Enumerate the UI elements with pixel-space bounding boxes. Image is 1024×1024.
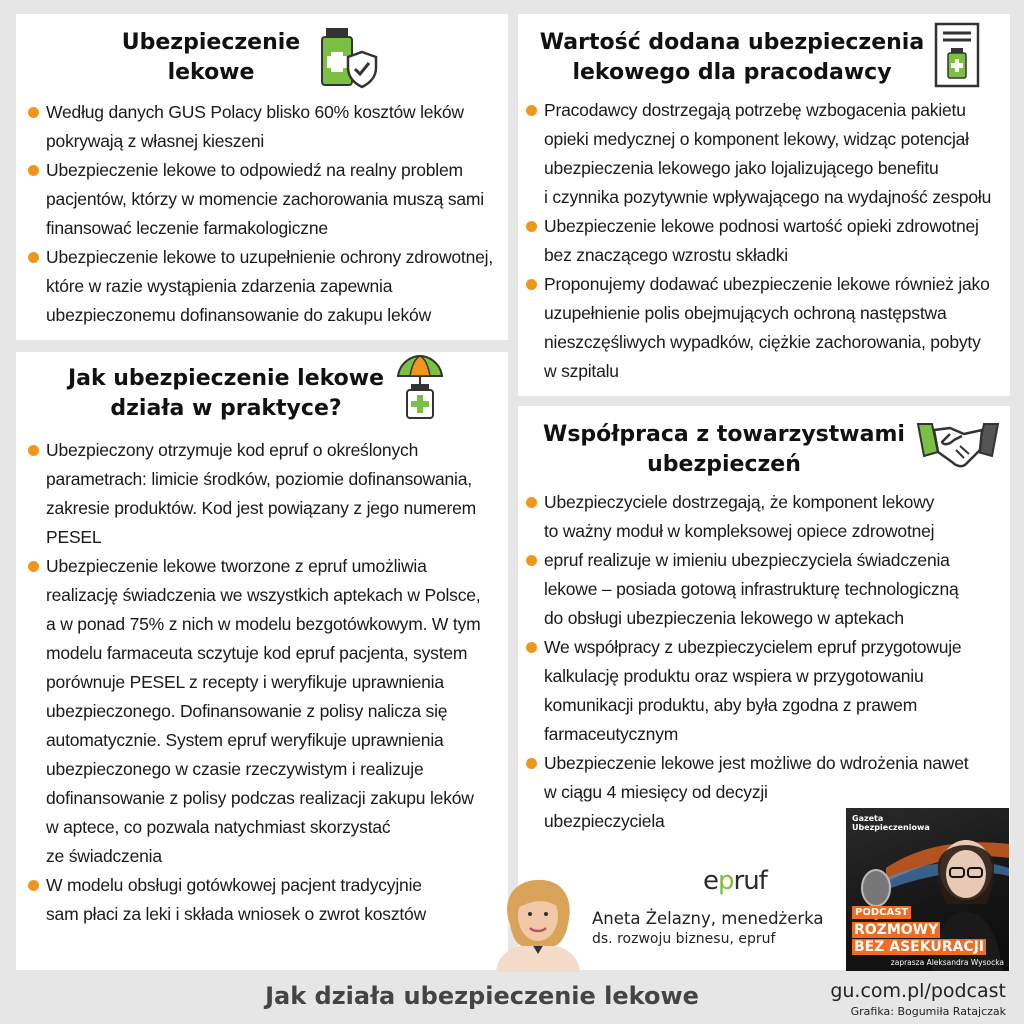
text-line: dofinansowanie z polisy podczas realizacji zakupu leków [46, 788, 474, 808]
panel-title [534, 420, 914, 480]
text-line: We współpracy z ubezpieczycielem epruf przygotowuje [544, 637, 962, 657]
text-line: pacjentów, którzy w momencie zachorowania muszą sami [46, 189, 484, 209]
person-name [592, 908, 824, 930]
text-line: w szpitalu [544, 361, 619, 381]
text-line: ubezpieczenia lekowego jako lojalizującego benefitu [544, 158, 939, 178]
document-medicine-icon [934, 22, 980, 88]
list-item [524, 270, 1008, 386]
text-line: ubezpieczonemu dofinansowanie do zakupu leków [46, 305, 432, 325]
title-line: działa w praktyce? [110, 396, 342, 421]
list-item [524, 546, 1008, 633]
text-line: Według danych GUS Polacy blisko 60% kosztów leków [46, 102, 464, 122]
text-line: Proponujemy dodawać ubezpieczenie lekowe również jako [544, 274, 990, 294]
text-line: zakresie produktów. Kod jest powiązany z jego numerem [46, 498, 477, 518]
text-line: lekowe – posiada gotową infrastrukturę technologiczną [544, 579, 959, 599]
text-line: farmaceutycznym [544, 724, 679, 744]
title-line: Ubezpieczenie [121, 30, 301, 55]
cover-title [852, 922, 986, 956]
text-line: parametrach: limicie środków, poziomie dofinansowania, [46, 469, 472, 489]
text-line: komunikacji produktu, aby była zgodna z prawem [544, 695, 918, 715]
bullet-list [26, 98, 504, 330]
cover-podcast-label: PODCAST [852, 906, 911, 919]
logo-part: e [703, 866, 718, 896]
medicine-shield-icon [318, 26, 380, 90]
cover-host: zaprasza Aleksandra Wysocka [890, 958, 1004, 967]
cover-brand [852, 814, 930, 832]
text-line: W modelu obsługi gotówkowej pacjent tradycyjnie [46, 875, 422, 895]
title-line: lekowe [167, 60, 255, 85]
text-line: nieszczęśliwych wypadków, ciężkie zachorowania, pobyty [544, 332, 981, 352]
handshake-icon [916, 420, 1000, 472]
bullet-list [524, 96, 1008, 386]
title-line: lekowego dla pracodawcy [572, 60, 892, 85]
text-line: uzupełnienie polis obejmujących ochroną następstwa [544, 303, 947, 323]
list-item [26, 243, 504, 330]
list-item [26, 436, 504, 552]
text-line: Ubezpieczenie lekowe to uzupełnienie ochrony zdrowotnej, [46, 247, 493, 267]
title-line: Wartość dodana ubezpieczenia [539, 30, 925, 55]
footer-title: Jak działa ubezpieczenie lekowe [265, 982, 699, 1010]
text-line: realizację świadczenia we wszystkich aptekach w Polsce, [46, 585, 481, 605]
person-title-text: menedżerka [716, 909, 824, 928]
list-item [26, 552, 504, 871]
text-line: Ubezpieczenie lekowe to odpowiedź na realny problem [46, 160, 463, 180]
panel-drug-insurance [16, 14, 508, 340]
person-photo [488, 874, 588, 972]
text-line: bez znaczącego wzrostu składki [544, 245, 788, 265]
site-link[interactable]: gu.com.pl/podcast [830, 980, 1006, 1002]
bullet-list [26, 436, 504, 929]
text-line: Ubezpieczenie lekowe jest możliwe do wdrożenia nawet [544, 753, 969, 773]
text-line: i czynnika pozytywnie wpływającego na wydajność zespołu [544, 187, 992, 207]
text-line: do obsługi ubezpieczenia lekowego w aptekach [544, 608, 904, 628]
text-line: ze świadczenia [46, 846, 162, 866]
list-item [26, 871, 504, 929]
title-line: ubezpieczeń [647, 452, 801, 477]
text-line: sam płaci za leki i składa wniosek o zwrot kosztów [46, 904, 427, 924]
person-role: ds. rozwoju biznesu, epruf [592, 931, 776, 947]
panel-how-it-works [16, 352, 508, 970]
umbrella-medicine-icon [392, 354, 448, 420]
text-line: ubezpieczonego w czasie rzeczywistym i realizuje [46, 759, 424, 779]
text-line: Ubezpieczony otrzymuje kod epruf o określonych [46, 440, 419, 460]
cover-brand-line: Ubezpieczeniowa [852, 823, 930, 832]
text-line: PESEL [46, 527, 102, 547]
panel-title [46, 364, 406, 424]
text-line: porównuje PESEL z recepty i weryfikuje uprawnienia [46, 672, 444, 692]
cover-brand-line: Gazeta [852, 814, 884, 823]
panel-title [532, 28, 932, 88]
text-line: Ubezpieczenie lekowe tworzone z epruf umożliwia [46, 556, 427, 576]
list-item [524, 96, 1008, 212]
text-line: ubezpieczyciela [544, 811, 665, 831]
text-line: Ubezpieczenie lekowe podnosi wartość opieki zdrowotnej [544, 216, 979, 236]
text-line: w ciągu 4 miesięcy od decyzji [544, 782, 768, 802]
text-line: opieki medycznej o komponent lekowy, widząc potencjał [544, 129, 969, 149]
text-line: a w ponad 75% z nich w modelu bezgotówkowym. W tym [46, 614, 481, 634]
text-line: Pracodawcy dostrzegają potrzebę wzbogacenia pakietu [544, 100, 966, 120]
cover-title-line: BEZ ASEKURACJI [854, 939, 985, 955]
text-line: które w razie wystąpienia zdarzenia zapewnia [46, 276, 393, 296]
text-line: w aptece, co pozwala natychmiast skorzystać [46, 817, 391, 837]
cover-title-line: ROZMOWY [854, 922, 939, 938]
list-item [26, 156, 504, 243]
graphics-credit: Grafika: Bogumiła Ratajczak [850, 1005, 1006, 1018]
list-item [524, 488, 1008, 546]
bullet-list [524, 488, 1008, 836]
text-line: ubezpieczonego. Dofinansowanie z polisy nalicza się [46, 701, 448, 721]
panel-title [96, 28, 326, 88]
text-line: modelu farmaceuta sczytuje kod epruf pacjenta, system [46, 643, 468, 663]
title-line: Jak ubezpieczenie lekowe [67, 366, 385, 391]
person-name-text: Aneta Żelazny, [592, 909, 716, 928]
podcast-cover[interactable] [846, 808, 1009, 971]
title-line: Współpraca z towarzystwami [543, 422, 905, 447]
text-line: kalkulację produktu oraz wspiera w przygotowaniu [544, 666, 924, 686]
text-line: Ubezpieczyciele dostrzegają, że komponent lekowy [544, 492, 935, 512]
text-line: epruf realizuje w imieniu ubezpieczyciela świadczenia [544, 550, 950, 570]
logo-part: ruf [733, 866, 767, 896]
list-item [524, 633, 1008, 749]
text-line: finansować leczenie farmakologiczne [46, 218, 328, 238]
text-line: pokrywają z własnej kieszeni [46, 131, 265, 151]
text-line: to ważny moduł w kompleksowej opiece zdrowotnej [544, 521, 935, 541]
panel-employer-value [518, 14, 1010, 396]
list-item [26, 98, 504, 156]
list-item [524, 212, 1008, 270]
logo-part: p [718, 866, 734, 896]
text-line: automatycznie. System epruf weryfikuje uprawnienia [46, 730, 444, 750]
epruf-logo [703, 866, 767, 896]
